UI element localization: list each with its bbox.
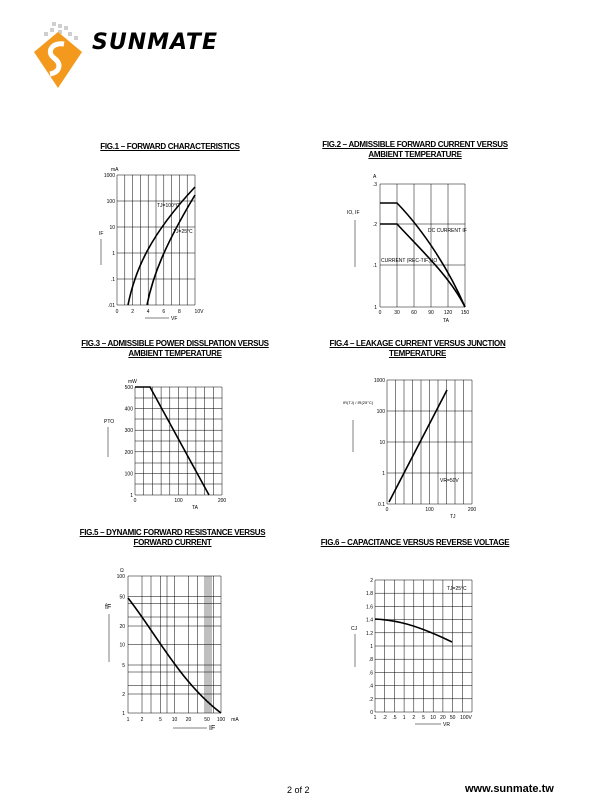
fig2-xtick: 30	[394, 310, 400, 316]
fig5-title	[60, 528, 285, 548]
fig2-x-axis-label: TA	[443, 318, 450, 324]
fig5-y-unit: Ω	[120, 568, 124, 574]
fig1-xtick: 4	[146, 309, 150, 315]
fig3-ytick: 400	[124, 406, 133, 413]
fig6-ytick: .4	[368, 683, 373, 690]
fig2-xtick: 150	[460, 310, 470, 316]
fig6-title-line: FIG.6 – CAPACITANCE VERSUS REVERSE VOLTAGE	[320, 538, 510, 547]
fig4-ytick: 10	[379, 440, 385, 446]
fig1-annotation: TJ=25°C	[173, 229, 193, 235]
fig2-chart	[345, 172, 475, 332]
fig1-y-unit: mA	[111, 167, 119, 173]
fig4-xtick: 100	[425, 507, 434, 513]
fig2-annotation: DC CURRENT IF	[428, 228, 467, 234]
fig5-y-axis-label: fF	[105, 604, 112, 611]
fig6-chart	[345, 572, 495, 732]
fig1-x-axis-label: VF	[171, 316, 178, 322]
fig5-xtick: 10	[171, 717, 178, 723]
fig2-ytick: .1	[372, 263, 377, 269]
fig5-ytick: 2	[122, 692, 125, 698]
fig2-xtick: 60	[411, 310, 417, 316]
fig5-xtick: 20	[185, 717, 192, 723]
fig2-curve-dc	[380, 203, 465, 307]
fig3-title	[60, 339, 290, 359]
fig2-title	[300, 140, 530, 160]
fig6-ytick: 1.6	[366, 604, 373, 611]
fig4-title-line: FIG.4 – LEAKAGE CURRENT VERSUS JUNCTION	[329, 339, 506, 348]
company-logo	[30, 22, 230, 94]
fig5-title-line: FORWARD CURRENT	[133, 538, 212, 547]
fig2-y-axis-label: IO, IF	[347, 210, 360, 216]
fig2-ytick: .3	[372, 182, 377, 188]
fig4-title	[305, 339, 530, 359]
fig4-title-line: TEMPERATURE	[389, 349, 446, 358]
fig3-title-line: FIG.3 – ADMISSIBLE POWER DISSLPATION VERSUS	[81, 339, 269, 348]
fig6-ytick: 0	[370, 710, 373, 716]
fig2-y-unit: A	[373, 174, 377, 180]
fig1-annotation: TJ=100°C	[157, 203, 180, 209]
fig6-ytick: 1.4	[366, 617, 373, 624]
fig1-y-axis-label: IF	[99, 231, 104, 237]
fig6-xtick: .5	[392, 715, 397, 721]
fig5-xtick: 100	[216, 717, 226, 723]
fig4-xtick: 200	[467, 507, 477, 513]
fig1-title-line: FIG.1 – FORWARD CHARACTERISTICS	[100, 142, 240, 151]
fig2-ytick: 1	[374, 305, 377, 311]
fig2-title-line: AMBIENT TEMPERATURE	[368, 150, 462, 159]
fig6-xtick: 1	[402, 715, 406, 721]
fig1-curve-25c	[147, 195, 195, 305]
fig4-x-axis-label: TJ	[450, 514, 456, 520]
fig1-xtick: 6	[162, 309, 166, 315]
fig6-xtick: 50	[449, 715, 456, 721]
fig3-title-line: AMBIENT TEMPERATURE	[128, 349, 222, 358]
fig6-ytick: .8	[368, 657, 373, 664]
fig1-xtick: 0	[115, 309, 119, 315]
brand-wordmark: SUNMATE	[92, 30, 218, 55]
fig5-chart	[95, 562, 255, 737]
fig3-xtick: 100	[174, 498, 183, 504]
fig6-xtick: 5	[422, 715, 425, 721]
fig3-y-unit: mW	[128, 379, 137, 385]
fig6-xtick: 100V	[460, 715, 472, 721]
logo-mark-icon	[30, 22, 90, 92]
fig5-title-line: FIG.5 – DYNAMIC FORWARD RESISTANCE VERSUS	[79, 528, 266, 537]
fig6-annotation: TJ=25°C	[447, 586, 467, 592]
fig3-xtick: 200	[217, 498, 227, 504]
fig5-ytick: 5	[122, 663, 125, 669]
fig1-ytick: .01	[108, 303, 115, 309]
fig3-chart	[100, 375, 230, 515]
fig6-ytick: 1.2	[366, 630, 373, 637]
fig4-ytick: 100	[376, 409, 385, 415]
website-url[interactable]: www.sunmate.tw	[465, 783, 554, 795]
fig1-xtick: 2	[131, 309, 134, 315]
fig5-ytick: 1	[122, 711, 125, 717]
fig3-ytick: 300	[124, 428, 133, 435]
fig4-chart	[335, 372, 485, 522]
fig3-ytick: 500	[124, 385, 133, 391]
fig1-ytick: 1	[112, 251, 115, 257]
fig5-ytick: 10	[119, 642, 125, 649]
fig4-annotation: VR=50V	[440, 478, 459, 484]
fig1-xtick: 8	[178, 309, 181, 315]
fig5-xtick: 5	[159, 717, 162, 723]
fig6-ytick: .2	[368, 696, 373, 703]
fig6-xtick: 2	[412, 715, 416, 721]
fig4-y-axis-label: IR(TJ) / IR(25°C)	[343, 400, 374, 405]
fig5-ytick: 20	[119, 624, 125, 630]
fig6-title	[300, 538, 530, 548]
fig6-ytick: .6	[368, 670, 373, 677]
page-number: 2 of 2	[287, 785, 310, 795]
fig2-ytick: .2	[372, 222, 377, 228]
fig2-annotation: CURRENT (REC-TIF.) IO	[381, 258, 438, 264]
fig3-x-axis-label: TA	[192, 505, 199, 511]
fig1-ytick: 100	[106, 199, 115, 205]
fig6-xtick: 20	[440, 715, 446, 721]
fig5-x-axis-label: IF	[209, 725, 216, 732]
fig3-xtick: 0	[133, 498, 137, 504]
fig6-xtick: 10	[430, 715, 436, 721]
fig4-ytick: 1000	[373, 378, 385, 384]
fig4-curve	[389, 390, 447, 502]
fig1-chart	[95, 165, 215, 325]
fig3-ytick: 100	[124, 471, 133, 478]
fig6-x-axis-label: VR	[443, 722, 450, 728]
fig6-xtick: 1	[373, 715, 377, 721]
fig6-curve	[375, 619, 452, 642]
fig2-xtick: 0	[378, 310, 382, 316]
fig2-title-line: FIG.2 – ADMISSIBLE FORWARD CURRENT VERSUS	[322, 140, 508, 149]
fig4-xtick: 0	[385, 507, 389, 513]
fig6-xtick: .2	[382, 715, 387, 721]
fig5-ytick: 50	[119, 594, 125, 601]
fig2-xtick: 120	[443, 310, 453, 316]
fig1-title	[80, 142, 260, 152]
fig5-xtick: 50	[204, 717, 210, 723]
fig3-y-axis-label: PTO	[104, 419, 115, 425]
fig3-ytick: 200	[124, 449, 133, 456]
fig2-curve-rect	[380, 224, 465, 307]
fig5-ytick: 100	[116, 574, 125, 580]
fig1-ytick: 1000	[103, 173, 115, 179]
fig4-ytick: 1	[382, 471, 385, 477]
fig2-xtick: 90	[428, 310, 434, 316]
fig1-ytick: .1	[110, 277, 115, 283]
fig4-ytick: 0.1	[378, 502, 385, 508]
fig6-ytick: 1.8	[366, 591, 373, 598]
fig6-y-axis-label: CJ	[351, 626, 358, 632]
fig5-xtick: 2	[140, 717, 144, 723]
fig1-ytick: 10	[109, 225, 115, 231]
fig3-ytick: 1	[130, 493, 133, 499]
fig6-ytick: 2	[370, 578, 373, 584]
fig5-xtick: mA	[231, 717, 239, 723]
fig1-xtick: 10V	[194, 309, 204, 315]
fig6-ytick: 1	[370, 644, 373, 650]
fig5-xtick: 1	[126, 717, 130, 723]
